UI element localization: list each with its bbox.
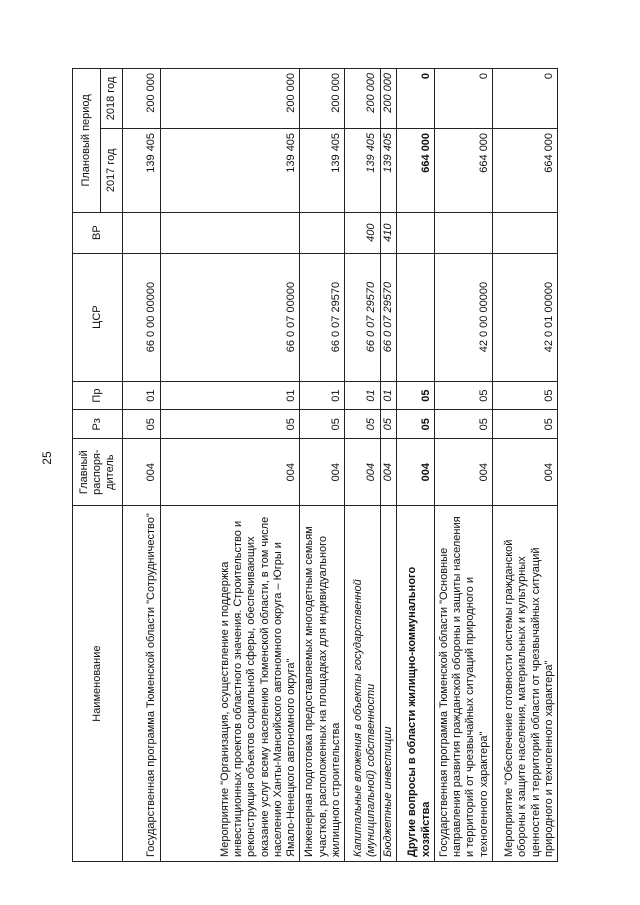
row-csr-cell: 66 0 07 29570 [380, 253, 396, 381]
row-vr-cell: 410 [380, 212, 396, 253]
row-pr-cell: 05 [434, 381, 492, 410]
table-row [160, 69, 300, 862]
row-admin-cell: 004 [160, 439, 300, 506]
row-csr-cell: 42 0 01 00000 [492, 253, 557, 381]
row-2018-cell: 200 000 [344, 69, 380, 129]
header-pr: Пр [73, 381, 123, 410]
row-csr-cell: 66 0 07 29570 [344, 253, 380, 381]
table-row [397, 69, 435, 862]
row-vr-cell [492, 212, 557, 253]
row-pr-cell: 01 [300, 381, 345, 410]
header-csr: ЦСР [73, 253, 123, 381]
budget-table [72, 68, 558, 862]
row-name-cell: Государственная программа Тюменской области "Сотрудничество" [123, 506, 161, 862]
row-vr-cell [123, 212, 161, 253]
row-vr-cell [160, 212, 300, 253]
header-planned-period: Плановый период [73, 69, 101, 213]
table-row [300, 69, 345, 862]
table-body [123, 69, 558, 862]
row-name-cell: Другие вопросы в области жилищно-коммунального хозяйства [397, 506, 435, 862]
row-csr-cell: 42 0 00 00000 [434, 253, 492, 381]
row-pr-cell: 01 [344, 381, 380, 410]
table-row [344, 69, 380, 862]
row-admin-cell: 004 [492, 439, 557, 506]
row-name-cell: Мероприятие "Организация, осуществление и поддержка инвестиционных проектов областного значения. Строительство и реконструкция объектов социальной сферы, обеспечивающих оказание услуг всему населению Тюменской области, в том числе населению Ханты-Мансийского автономного округа – Югры и Ямало-Ненецкого автономного округа" [160, 506, 300, 862]
row-2018-cell: 0 [397, 69, 435, 129]
header-vr: ВР [73, 212, 123, 253]
row-rz-cell: 05 [123, 410, 161, 439]
row-name-cell: Инженерная подготовка предоставляемых многодетным семьям участков, расположенных на площадках для индивидуального жилищного строительства [300, 506, 345, 862]
header-admin: Главный распоря-дитель [73, 439, 123, 506]
rotated-table-container [72, 68, 558, 862]
row-rz-cell: 05 [300, 410, 345, 439]
row-rz-cell: 05 [344, 410, 380, 439]
row-csr-cell: 66 0 07 00000 [160, 253, 300, 381]
row-2017-cell: 139 405 [160, 128, 300, 212]
row-rz-cell: 05 [434, 410, 492, 439]
page-number: 25 [40, 451, 54, 465]
table-row [380, 69, 396, 862]
row-name-cell: Капитальные вложения в объекты государственной (муниципальной) собственности [344, 506, 380, 862]
row-vr-cell: 400 [344, 212, 380, 253]
table-row [434, 69, 492, 862]
row-csr-cell: 66 0 07 29570 [300, 253, 345, 381]
row-admin-cell: 004 [300, 439, 345, 506]
table-row [492, 69, 557, 862]
row-pr-cell: 05 [397, 381, 435, 410]
row-name-cell: Бюджетные инвестиции [380, 506, 396, 862]
row-2018-cell: 200 000 [300, 69, 345, 129]
row-vr-cell [397, 212, 435, 253]
row-2017-cell: 664 000 [492, 128, 557, 212]
row-pr-cell: 01 [160, 381, 300, 410]
row-2017-cell: 139 405 [300, 128, 345, 212]
row-csr-cell: 66 0 00 00000 [123, 253, 161, 381]
row-2018-cell: 200 000 [123, 69, 161, 129]
row-2017-cell: 664 000 [434, 128, 492, 212]
row-csr-cell [397, 253, 435, 381]
header-rz: Рз [73, 410, 123, 439]
row-name-cell: Мероприятие "Обеспечение готовности системы гражданской обороны к защите населения, материальных и культурных ценностей и территорий области от чрезвычайных ситуаций природного и техногенного характера" [492, 506, 557, 862]
row-2018-cell: 200 000 [160, 69, 300, 129]
row-2018-cell: 0 [492, 69, 557, 129]
row-2017-cell: 139 405 [344, 128, 380, 212]
row-rz-cell: 05 [397, 410, 435, 439]
row-admin-cell: 004 [397, 439, 435, 506]
row-2017-cell: 139 405 [380, 128, 396, 212]
row-admin-cell: 004 [344, 439, 380, 506]
row-vr-cell [300, 212, 345, 253]
row-rz-cell: 05 [380, 410, 396, 439]
row-admin-cell: 004 [380, 439, 396, 506]
row-2018-cell: 200 000 [380, 69, 396, 129]
table-row [123, 69, 161, 862]
row-pr-cell: 05 [492, 381, 557, 410]
row-admin-cell: 004 [123, 439, 161, 506]
row-2017-cell: 139 405 [123, 128, 161, 212]
row-rz-cell: 05 [492, 410, 557, 439]
row-2017-cell: 664 000 [397, 128, 435, 212]
header-year-2017: 2017 год [101, 128, 123, 212]
row-admin-cell: 004 [434, 439, 492, 506]
table-header [73, 69, 123, 862]
row-2018-cell: 0 [434, 69, 492, 129]
row-pr-cell: 01 [380, 381, 396, 410]
header-year-2018: 2018 год [101, 69, 123, 129]
row-rz-cell: 05 [160, 410, 300, 439]
row-pr-cell: 01 [123, 381, 161, 410]
header-name: Наименование [73, 506, 123, 862]
row-vr-cell [434, 212, 492, 253]
row-name-cell: Государственная программа Тюменской области "Основные направления развития гражданской обороны и защиты населения и территорий от чрезвычайных ситуаций природного и техногенного характера" [434, 506, 492, 862]
